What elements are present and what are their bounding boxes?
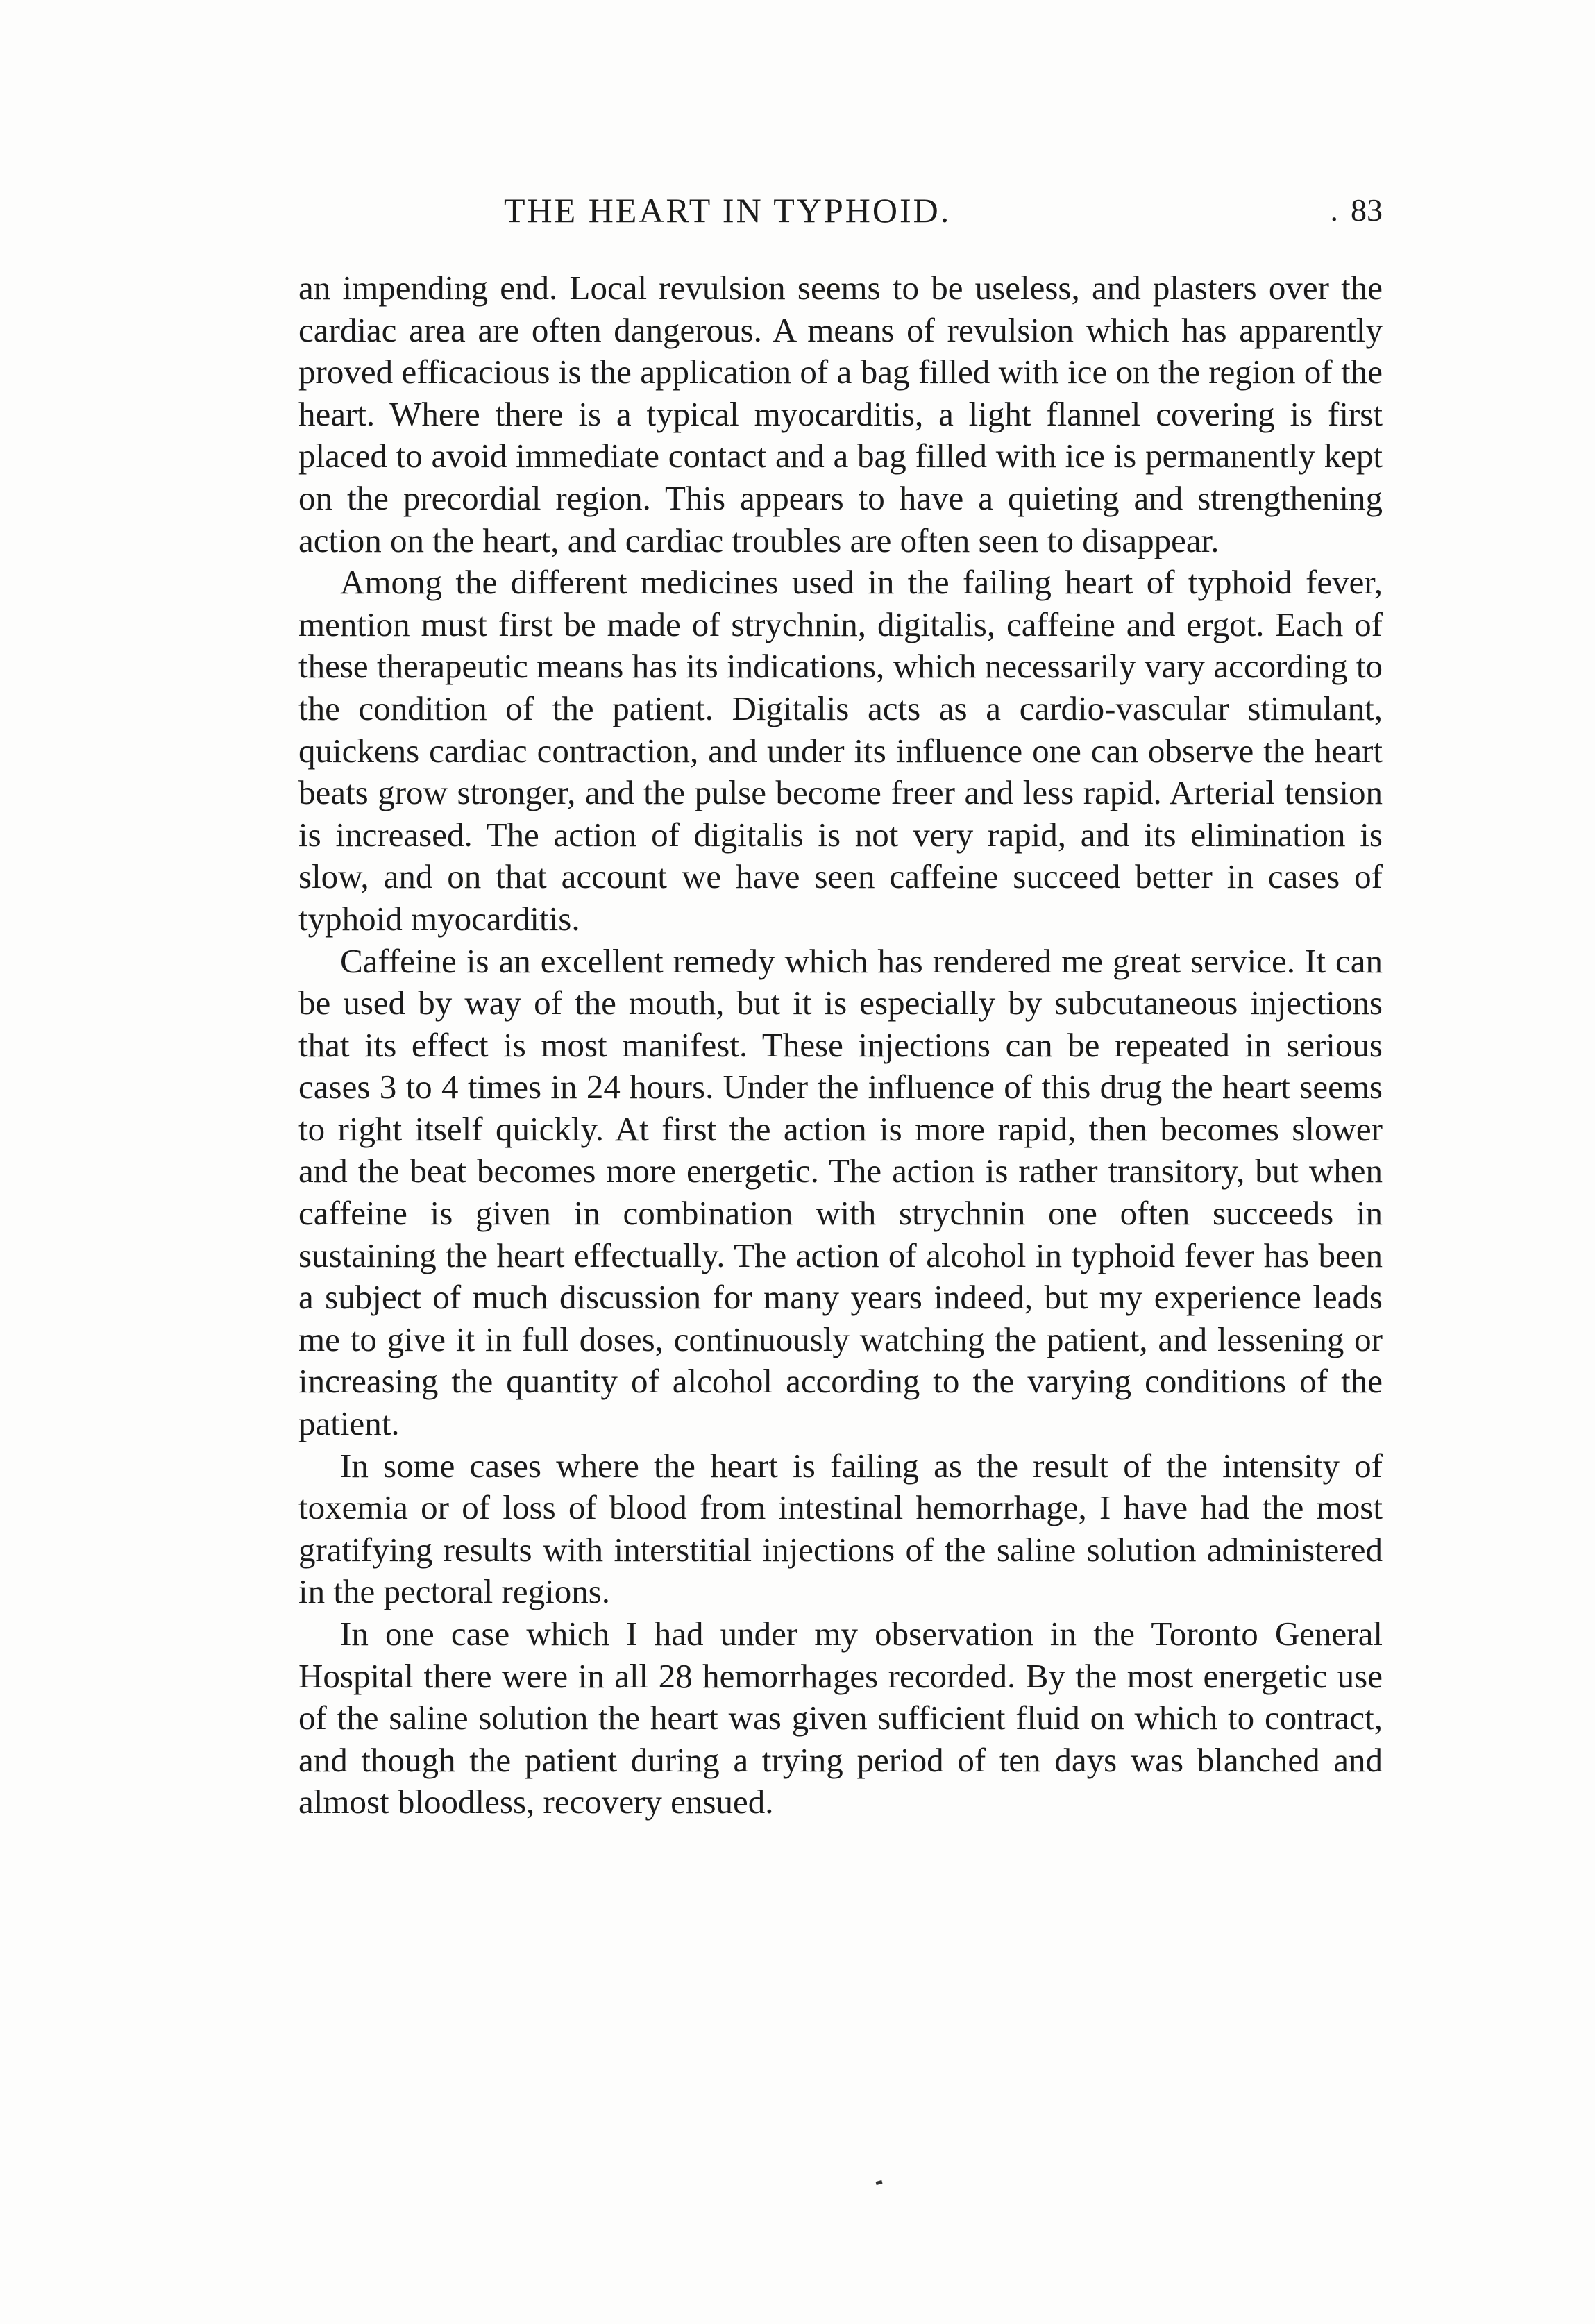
paragraph-caffeine: Caffeine is an excellent remedy which has rendered me great service. It can be used by way of the mouth, but it is especially by subcutaneous injections that its effect is most manifest. These injections can be repeated in serious cases 3 to 4 times in 24 hours. Under the influence of this drug the heart seems to right itself quickly. At first the action is more rapid, then becomes slower and the beat becomes more energetic. The action is rather transitory, but when caffeine is given in combination with strychnin one often succeeds in sustaining the heart effectually. The action of alcohol in typhoid fever has been a subject of much discussion for many years indeed, but my experience leads me to give it in full doses, continuously watching the patient, and lessening or increasing the quantity of alcohol according to the varying conditions of the patient. [298,941,1383,1443]
body-text [298,267,1383,1824]
paragraph-toronto-case: In one case which I had under my observation in the Toronto General Hospital there were in all 28 hemorrhages recorded. By the most energetic use of the saline solution the heart was given sufficient fluid on which to contract, and though the patient during a trying period of ten days was blanched and almost bloodless, recovery ensued. [298,1615,1383,1821]
page-number-prefix: . [1330,192,1338,228]
paragraph-continued: an impending end. Local revulsion seems to be useless, and plasters over the cardiac area are often dangerous. A means of revulsion which has apparently proved efficacious is the application of a bag filled with ice on the region of the heart. Where there is a typical myocarditis, a light flannel covering is first placed to avoid immediate contact and a bag filled with ice is permanently kept on the precordial region. This appears to have a quieting and strengthening action on the heart, and cardiac troubles are often seen to disappear. [298,269,1383,559]
page-number-block [1331,186,1383,235]
ink-mark [876,2180,883,2185]
running-title: THE HEART IN TYPHOID. [504,191,952,230]
paragraph-saline-injections: In some cases where the heart is failing as the result of the intensity of toxemia or of loss of blood from intestinal hemorrhage, I have had the most gratifying results with interstitial injections of the saline solution administered in the pectoral regions. [298,1446,1383,1611]
page-number: 83 [1351,192,1383,228]
paragraph-medicines: Among the different medicines used in the failing heart of typhoid fever, mention must first be made of strychnin, digitalis, caffeine and ergot. Each of these therapeutic means has its indications, which necessarily vary according to the condition of the patient. Digitalis acts as a cardio-vascular stimulant, quickens cardiac contraction, and under its influence one can observe the heart beats grow stronger, and the pulse become freer and less rapid. Arterial tension is increased. The action of digitalis is not very rapid, and its elimination is slow, and on that account we have seen caffeine succeed better in cases of typhoid myocarditis. [298,563,1383,938]
running-head [298,186,1383,235]
